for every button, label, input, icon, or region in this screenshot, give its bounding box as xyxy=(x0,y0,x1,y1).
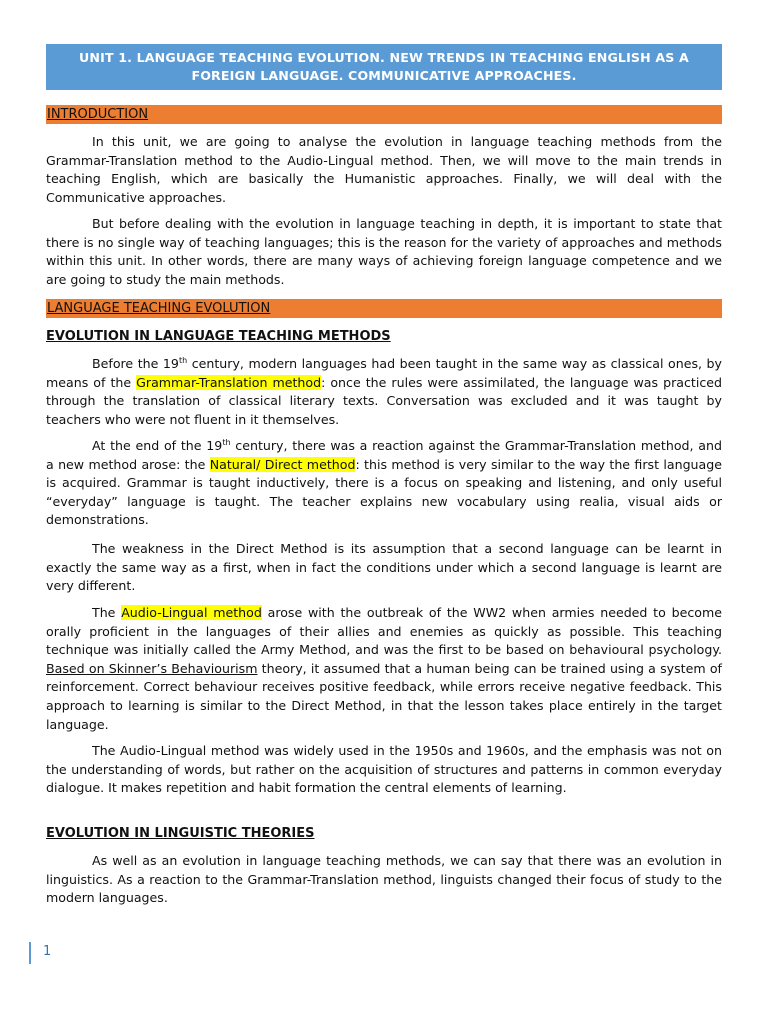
highlight-direct-method: Natural/ Direct method xyxy=(209,456,356,472)
paragraph-weakness: The weakness in the Direct Method is its assumption that a second language can be learnt in exactly the same way as a first, when in fact the conditions under which a second language is learnt are very different. xyxy=(46,541,722,594)
intro-paragraph-2: But before dealing with the evolution in language teaching in depth, it is important to state that there is no single way of teaching languages; this is the reason for the variety of approaches and methods within this unit. In other words, there are many ways of achieving foreign language competence and we are going to study the main methods. xyxy=(46,216,722,287)
page-number: 1 xyxy=(43,944,52,959)
section-heading-label: LANGUAGE TEACHING EVOLUTION xyxy=(47,301,271,316)
subheading-linguistic-theories: EVOLUTION IN LINGUISTIC THEORIES xyxy=(46,826,315,841)
subheading-teaching-methods: EVOLUTION IN LANGUAGE TEACHING METHODS xyxy=(46,329,391,344)
paragraph-direct-method: At the end of the 19th century, there was a reaction against the Grammar-Translation method, and a new method arose: the Natural/ Direct method: this method is very similar to the way the first language is acquired. Grammar is taught inductively, there is a focus on speaking and listening, and only useful “everyday” language is taught. The teacher explains new vocabulary using realia, visual aids or demonstrations. xyxy=(46,437,722,528)
unit-title-line-2: FOREIGN LANGUAGE. COMMUNICATIVE APPROACHES. xyxy=(191,68,577,83)
highlight-audio-lingual: Audio-Lingual method xyxy=(121,605,262,620)
unit-title-line-1: UNIT 1. LANGUAGE TEACHING EVOLUTION. NEW TRENDS IN TEACHING ENGLISH AS A xyxy=(79,50,689,65)
paragraph-audio-lingual: The Audio-Lingual method arose with the outbreak of the WW2 when armies needed to become orally proficient in the languages of their allies and enemies as quickly as possible. This teaching technique was initially called the Army Method, and was the first to be based on behavioural psychology. Based on Skinner’s Behaviourism theory, it assumed that a human being can be trained using a system of reinforcement. Correct behaviour receives positive feedback, while errors receive negative feedback. This approach to learning is similar to the Direct Method, in that the lesson takes place entirely in the target language. xyxy=(46,605,722,732)
underlined-behaviourism: Based on Skinner’s Behaviourism xyxy=(46,660,258,676)
page-number-rule xyxy=(29,942,31,964)
unit-title-banner xyxy=(46,44,722,90)
paragraph-audio-lingual-2: The Audio-Lingual method was widely used in the 1950s and 1960s, and the emphasis was not on the understanding of words, but rather on the acquisition of structures and patterns in common everyday dialogue. It makes repetition and habit formation the central elements of learning. xyxy=(46,743,722,796)
intro-paragraph-1: In this unit, we are going to analyse the evolution in language teaching methods from the Grammar-Translation method to the Audio-Lingual method. Then, we will move to the main trends in teaching English, which are basically the Humanistic approaches. Finally, we will deal with the Communicative approaches. xyxy=(46,134,722,205)
section-heading-label: INTRODUCTION xyxy=(47,107,149,122)
section-heading-evolution xyxy=(46,299,722,318)
section-heading-introduction xyxy=(46,105,722,124)
paragraph-linguistics: As well as an evolution in language teaching methods, we can say that there was an evolution in linguistics. As a reaction to the Grammar-Translation method, linguists changed their focus of study to the modern languages. xyxy=(46,853,722,906)
paragraph-grammar-translation: Before the 19th century, modern languages had been taught in the same way as classical ones, by means of the Grammar-Translation method: once the rules were assimilated, the language was practiced through the translation of classical literary texts. Conversation was excluded and it was taught by teachers who were not fluent in it themselves. xyxy=(46,355,723,427)
highlight-grammar-translation: Grammar-Translation method xyxy=(136,374,322,390)
